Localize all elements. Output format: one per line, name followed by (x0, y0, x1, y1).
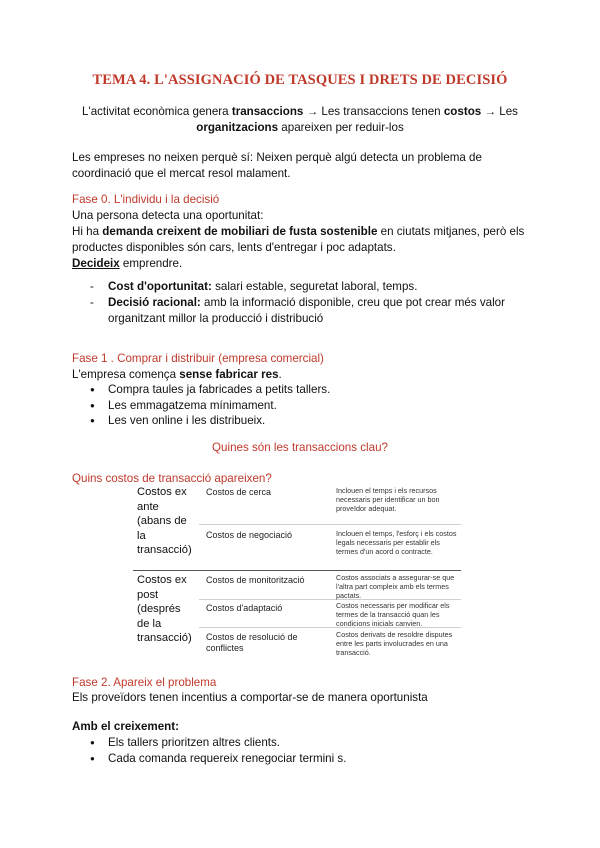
intro-text: → Les (481, 105, 518, 118)
growth-bold: Amb el creixement: (72, 720, 179, 733)
companies-paragraph: Les empreses no neixen perquè sí: Neixen perquè algú detecta un problema de coordinació que el mercat resol malament. (72, 151, 482, 180)
phase0-line: Hi ha (72, 225, 103, 238)
intro-text: L'activitat econòmica genera (82, 105, 232, 118)
group-line: (després (137, 603, 181, 615)
table-row-desc: Inclouen el temps i els recursos necessaris per identificar un bon proveïdor adequat. (336, 486, 440, 513)
phase0-heading: Fase 0. L'individu i la decisió (72, 193, 220, 206)
phase2-line: Els proveïdors tenen incentius a comportar-se de manera oportunista (72, 691, 428, 704)
group-line: la (137, 529, 146, 542)
phase1-bold: sense fabricar res (179, 368, 279, 381)
group-line: transacció) (137, 544, 192, 556)
table-row-desc: Costos necessaris per modificar els termes de la transacció quan les condicions inicials canvien. (336, 601, 450, 628)
group-line: ante (137, 500, 159, 513)
ex-ante-label (137, 485, 192, 558)
item-text: salari estable, seguretat laboral, temps. (211, 280, 418, 293)
group-line: (abans de (137, 515, 187, 527)
phase0-bold: demanda creixent de mobiliari de fusta sostenible (102, 225, 378, 238)
phase2-heading: Fase 2. Apareix el problema (72, 676, 217, 689)
phase0-line: en ciutats mitjanes, però els productes disponibles són cars, lents d'entregar i poc adaptats. (72, 225, 525, 254)
ex-post-label (137, 573, 192, 646)
transaction-costs-table (133, 484, 461, 660)
intro-bold: organitzacions (196, 121, 279, 134)
phase1-text: . (278, 368, 282, 381)
phase0-list (90, 279, 520, 327)
table-row-name: Costos de cerca (206, 487, 272, 497)
list-item (90, 295, 520, 327)
list-item: ● Les ven online i les distribueix. (90, 413, 520, 429)
phase1-text: L'empresa comença (72, 368, 180, 381)
table-row-desc: Costos derivats de resoldre disputes entre les parts involucrades en una transacció. (336, 630, 453, 657)
item-bold: Cost d'oportunitat: (108, 280, 212, 293)
item-bold: Decisió racional: (108, 296, 201, 309)
growth-heading (72, 719, 179, 735)
phase1-heading: Fase 1 . Comprar i distribuir (empresa comercial) (72, 352, 324, 365)
phase2-list (90, 735, 520, 766)
phase0-body (72, 208, 532, 272)
table-row-desc: Costos associats a assegurar-se que l'altra part compleix amb els termes pactats. (336, 573, 455, 600)
intro-paragraph (60, 104, 540, 136)
list-item: ● Els tallers prioritzen altres clients. (90, 735, 520, 751)
intro-text: → Les transaccions tenen (303, 105, 444, 118)
intro-bold: transaccions (231, 105, 304, 118)
key-question: Quines són les transaccions clau? (212, 441, 388, 454)
intro-text: apareixen per reduir-los (278, 121, 404, 134)
group-divider (133, 570, 461, 571)
phase1-line (72, 367, 282, 383)
list-item (90, 279, 520, 295)
phase0-line: Una persona detecta una oportunitat: (72, 209, 264, 222)
page-title: TEMA 4. L'ASSIGNACIÓ DE TASQUES I DRETS DE DECISIÓ (92, 72, 508, 88)
table-row-name: Costos de negociació (206, 530, 293, 540)
group-line: Costos ex (137, 486, 187, 498)
list-item: ● Compra taules ja fabricades a petits tallers. (90, 382, 520, 398)
group-line: transacció) (137, 632, 192, 644)
list-item: ● Les emmagatzema mínimament. (90, 398, 520, 414)
decides-word: Decideix (72, 257, 120, 270)
table-row-desc: Inclouen el temps, l'esforç i els costos legals necessaris per establir els termes d'un acord o contracte. (336, 529, 457, 556)
group-line: Costos ex (137, 574, 187, 586)
list-item: ● Cada comanda requereix renegociar termini s. (90, 751, 520, 767)
phase1-list (90, 382, 520, 429)
item-text: amb la informació disponible, creu que pot crear més valor organitzant millor la producció i distribució (108, 296, 505, 325)
table-row-name: Costos de resolució de conflictes (206, 632, 298, 653)
costs-question: Quins costos de transacció apareixen? (72, 472, 272, 485)
group-line: post (137, 588, 159, 601)
intro-bold: costos (443, 105, 482, 118)
row-divider (199, 524, 461, 525)
phase0-line: emprendre. (119, 257, 183, 270)
table-row-name: Costos d'adaptació (206, 603, 283, 613)
table-row-name: Costos de monitorització (206, 575, 305, 585)
group-line: de la (137, 617, 162, 630)
